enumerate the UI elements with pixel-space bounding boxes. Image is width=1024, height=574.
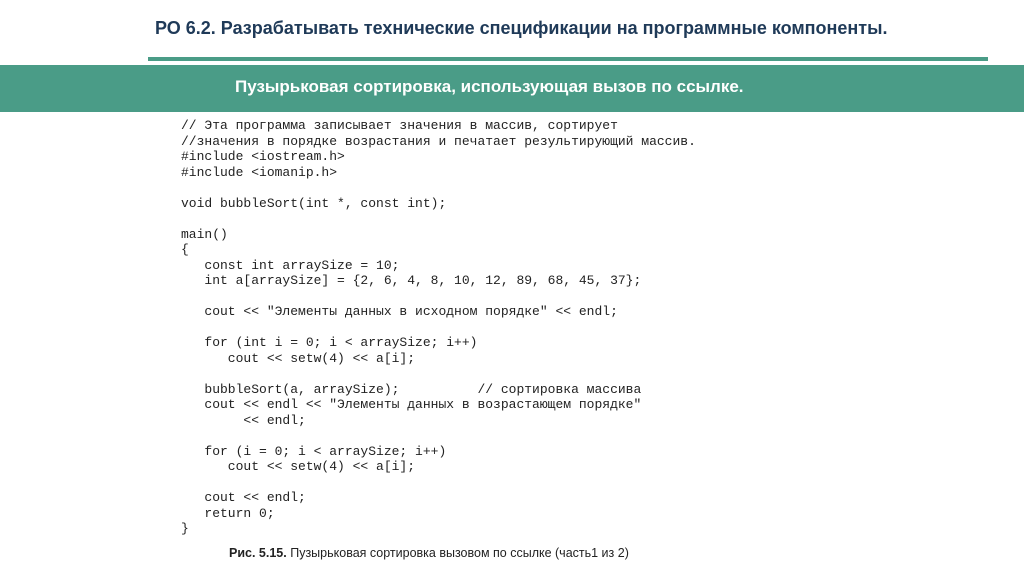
figure-label: Рис. 5.15.: [229, 546, 287, 560]
section-banner: [0, 65, 1024, 112]
code-line: cout << endl;: [181, 490, 306, 505]
slide-title: РО 6.2. Разрабатывать технические спецификации на программные компоненты.: [155, 18, 888, 38]
code-line: bubbleSort(a, arraySize); // сортировка массива: [181, 381, 642, 397]
code-line: int a[arraySize] = {2, 6, 4, 8, 10, 12, 89, 68, 45, 37};: [181, 273, 642, 288]
code-listing: [181, 118, 696, 537]
code-line: for (i = 0; i < arraySize; i++): [181, 443, 447, 459]
code-line: #include <iostream.h>: [181, 149, 345, 164]
figure-caption: [229, 546, 629, 560]
code-line: void bubbleSort(int *, const int);: [181, 195, 447, 211]
code-line: for (int i = 0; i < arraySize; i++): [181, 335, 478, 350]
code-line: [181, 428, 696, 444]
figure-caption-text: Пузырьковая сортировка вызовом по ссылке (часть1 из 2): [290, 546, 629, 560]
code-line: return 0;: [181, 505, 275, 521]
code-line: }: [181, 521, 189, 536]
code-line: cout << setw(4) << a[i];: [181, 350, 416, 366]
code-line: // Эта программа записывает значения в массив, сортирует: [181, 118, 618, 133]
code-line: [181, 211, 696, 227]
code-line: [181, 366, 696, 382]
code-line: #include <iomanip.h>: [181, 164, 338, 180]
code-line: cout << endl << "Элементы данных в возрастающем порядке": [181, 397, 642, 412]
code-line: cout << "Элементы данных в исходном порядке" << endl;: [181, 304, 618, 319]
title-underline: [148, 57, 988, 61]
code-line: [181, 475, 696, 491]
code-line: const int arraySize = 10;: [181, 257, 400, 273]
code-line: {: [181, 242, 189, 257]
banner-title: Пузырьковая сортировка, использующая вызов по ссылке.: [235, 77, 744, 96]
code-line: [181, 320, 696, 336]
code-line: [181, 180, 696, 196]
code-line: //значения в порядке возрастания и печатает результирующий массив.: [181, 133, 696, 149]
code-line: [181, 289, 696, 305]
code-line: cout << setw(4) << a[i];: [181, 459, 416, 474]
code-line: << endl;: [181, 412, 306, 428]
code-line: main(): [181, 226, 228, 242]
